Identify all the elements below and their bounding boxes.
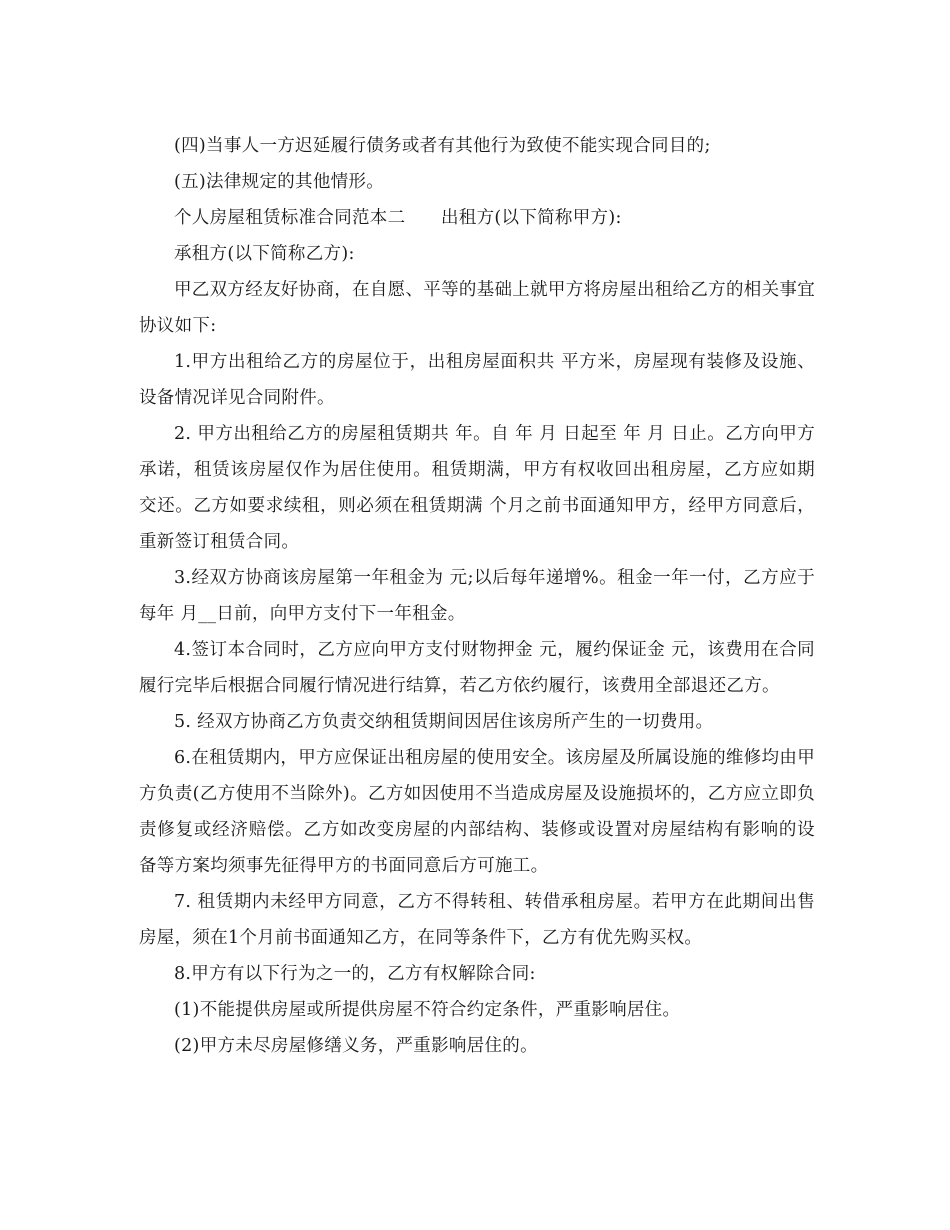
- paragraph-item-8: 8.甲方有以下行为之一的，乙方有权解除合同:: [174, 964, 536, 984]
- paragraph-item-4: 4.签订本合同时，乙方应向甲方支付财物押金 元，履约保证金 元，该费用在合同履行完毕后根据合同履行情况进行结算，若乙方依约履行，该费用全部退还乙方。: [139, 640, 815, 696]
- paragraph-lessee: 承租方(以下简称乙方):: [174, 244, 355, 264]
- paragraph-clause-4-breach: (四)当事人一方迟延履行债务或者有其他行为致使不能实现合同目的;: [174, 136, 711, 156]
- paragraph-clause-5-other: (五)法律规定的其他情形。: [174, 172, 385, 192]
- paragraph-item-8-sub-1: (1)不能提供房屋或所提供房屋不符合约定条件，严重影响居住。: [174, 1000, 681, 1020]
- paragraph-item-5: 5. 经双方协商乙方负责交纳租赁期间因居住该房所产生的一切费用。: [174, 712, 714, 732]
- paragraph-contract-title-lessor: 个人房屋租赁标准合同范本二 出租方(以下简称甲方):: [174, 208, 622, 228]
- paragraph-item-2: 2. 甲方出租给乙方的房屋租赁期共 年。自 年 月 日起至 年 月 日止。乙方向甲方承诺，租赁该房屋仅作为居住使用。租赁期满，甲方有权收回出租房屋，乙方应如期交还。乙方如要求续租，则必须在租赁期满 个月之前书面通知甲方，经甲方同意后，重新签订租赁合同。: [139, 424, 815, 552]
- paragraph-item-6: 6.在租赁期内，甲方应保证出租房屋的使用安全。该房屋及所属设施的维修均由甲方负责(乙方使用不当除外)。乙方如因使用不当造成房屋及设施损坏的，乙方应立即负责修复或经济赔偿。乙方如改变房屋的内部结构、装修或设置对房屋结构有影响的设备等方案均须事先征得甲方的书面同意后方可施工。: [139, 748, 815, 876]
- paragraph-preamble: 甲乙双方经友好协商，在自愿、平等的基础上就甲方将房屋出租给乙方的相关事宜协议如下:: [139, 280, 815, 336]
- paragraph-item-1: 1.甲方出租给乙方的房屋位于，出租房屋面积共 平方米，房屋现有装修及设施、设备情况详见合同附件。: [139, 352, 815, 408]
- document-body: [139, 128, 815, 1064]
- paragraph-item-8-sub-2: (2)甲方未尽房屋修缮义务，严重影响居住的。: [174, 1036, 538, 1056]
- paragraph-item-3: 3.经双方协商该房屋第一年租金为 元;以后每年递增%。租金一年一付，乙方应于每年 月__日前，向甲方支付下一年租金。: [139, 568, 815, 624]
- paragraph-item-7: 7. 租赁期内未经甲方同意，乙方不得转租、转借承租房屋。若甲方在此期间出售房屋，须在1个月前书面通知乙方，在同等条件下，乙方有优先购买权。: [139, 892, 815, 948]
